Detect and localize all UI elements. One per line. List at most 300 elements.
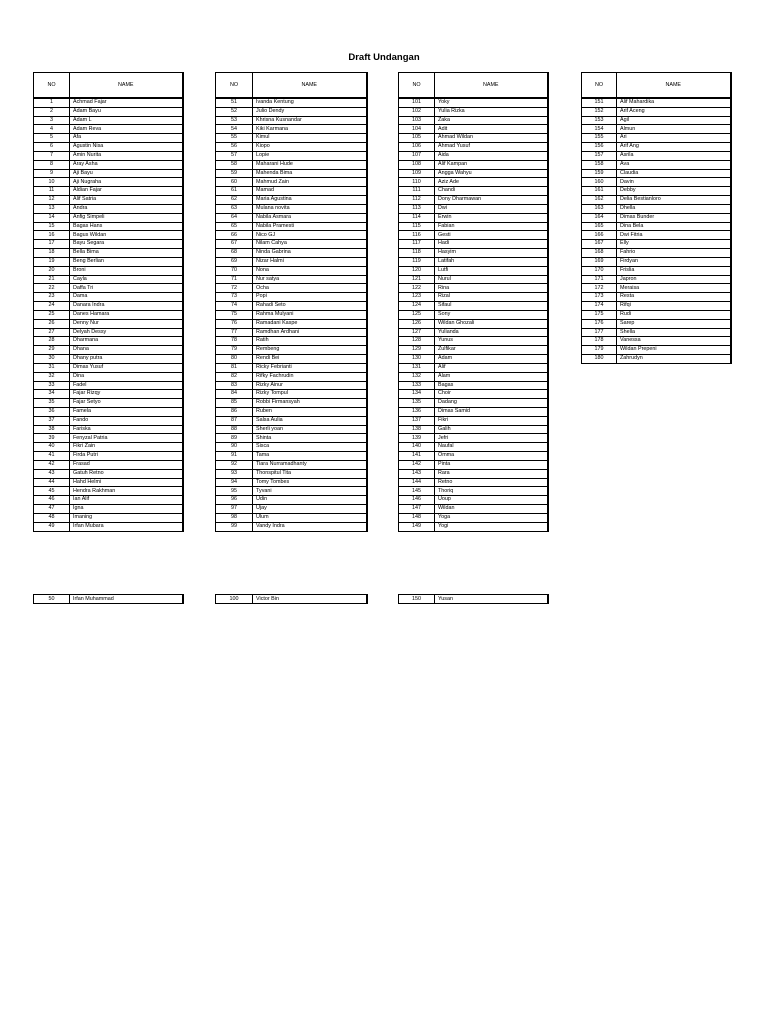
table-row — [582, 346, 731, 355]
table-row — [34, 213, 183, 222]
row-name: Tomy Tombes — [253, 478, 367, 487]
table-row — [34, 187, 183, 196]
row-name: Rembeng — [253, 346, 367, 355]
row-name: Shella — [617, 328, 731, 337]
row-number: 96 — [216, 496, 253, 505]
table-row — [34, 107, 183, 116]
row-number: 32 — [34, 372, 70, 381]
row-name: Kiopo — [253, 143, 367, 152]
row-name: Pinta — [435, 460, 548, 469]
table-row — [399, 98, 548, 107]
table-row — [399, 302, 548, 311]
row-number: 72 — [216, 284, 253, 293]
row-name: Aldian Fajar — [70, 187, 183, 196]
table-row — [34, 169, 183, 178]
column-header-name: NAME — [253, 73, 367, 99]
row-number: 171 — [582, 275, 617, 284]
table-row — [34, 460, 183, 469]
row-number: 50 — [34, 595, 70, 604]
row-number: 58 — [216, 160, 253, 169]
table-row — [399, 143, 548, 152]
table-row — [216, 222, 367, 231]
row-name: Irfan Mubara — [70, 522, 183, 531]
row-name: Galih — [435, 425, 548, 434]
table-row — [34, 240, 183, 249]
row-name: Fikri Zain — [70, 443, 183, 452]
row-number: 170 — [582, 266, 617, 275]
row-number: 177 — [582, 328, 617, 337]
row-number: 168 — [582, 249, 617, 258]
row-number: 108 — [399, 160, 435, 169]
table-row — [34, 143, 183, 152]
table-row — [34, 399, 183, 408]
table-row — [399, 443, 548, 452]
row-name: Hahd Helmi — [70, 478, 183, 487]
row-number: 169 — [582, 257, 617, 266]
row-name: Fahrio — [617, 249, 731, 258]
row-number: 3 — [34, 116, 70, 125]
row-number: 59 — [216, 169, 253, 178]
row-name: Fabian — [435, 222, 548, 231]
row-name: Zulfikar — [435, 346, 548, 355]
row-name: Daffa Tri — [70, 284, 183, 293]
row-name: Famela — [70, 407, 183, 416]
row-name: Angga Wahyu — [435, 169, 548, 178]
table-row — [216, 231, 367, 240]
row-name: Nabila Asmara — [253, 213, 367, 222]
row-number: 57 — [216, 151, 253, 160]
row-number: 21 — [34, 275, 70, 284]
table-row — [216, 160, 367, 169]
row-number: 142 — [399, 460, 435, 469]
row-number: 121 — [399, 275, 435, 284]
table-row — [34, 522, 183, 531]
row-name: Fenyzal Patria — [70, 434, 183, 443]
table-row — [399, 284, 548, 293]
row-number: 151 — [582, 98, 617, 107]
row-number: 66 — [216, 231, 253, 240]
table-row — [34, 151, 183, 160]
row-number: 165 — [582, 222, 617, 231]
table-row — [34, 513, 183, 522]
row-name: Kiki Karmana — [253, 125, 367, 134]
row-number: 1 — [34, 98, 70, 107]
row-name: Bella Bima — [70, 249, 183, 258]
row-number: 103 — [399, 116, 435, 125]
row-name: Yoky — [435, 98, 548, 107]
row-name: Ruben — [253, 407, 367, 416]
table-row — [582, 284, 731, 293]
row-name: Gesti — [435, 231, 548, 240]
row-number: 91 — [216, 452, 253, 461]
column-header-name: NAME — [617, 73, 731, 99]
row-number: 45 — [34, 487, 70, 496]
row-number: 133 — [399, 381, 435, 390]
row-number: 17 — [34, 240, 70, 249]
row-name: Rizky Ainur — [253, 381, 367, 390]
row-name: Popi — [253, 293, 367, 302]
row-name: Yunus — [435, 337, 548, 346]
guest-table-4 — [581, 72, 732, 364]
row-name: Adam — [435, 355, 548, 364]
row-name: Dwi Fitria — [617, 231, 731, 240]
table-row — [34, 390, 183, 399]
row-name: Adam L — [70, 116, 183, 125]
table-row — [399, 460, 548, 469]
table-row — [34, 487, 183, 496]
table-row — [399, 522, 548, 531]
row-number: 159 — [582, 169, 617, 178]
row-name: Choir — [435, 390, 548, 399]
table-row — [582, 319, 731, 328]
row-name: Imaning — [70, 513, 183, 522]
row-name: Ujay — [253, 505, 367, 514]
table-row — [34, 302, 183, 311]
table-row — [399, 337, 548, 346]
row-name: Adam Reva — [70, 125, 183, 134]
row-number: 81 — [216, 363, 253, 372]
row-name: Dwi — [435, 204, 548, 213]
row-number: 111 — [399, 187, 435, 196]
row-name: Dimas Samid — [435, 407, 548, 416]
row-name: Thoriq — [435, 487, 548, 496]
row-name: Dina Bela — [617, 222, 731, 231]
table-row — [216, 310, 367, 319]
table-row — [399, 319, 548, 328]
row-name: Igna — [70, 505, 183, 514]
row-name: Claudia — [617, 169, 731, 178]
row-name: Rudi — [617, 310, 731, 319]
row-name: Dony Dharmawan — [435, 196, 548, 205]
row-number: 144 — [399, 478, 435, 487]
row-number: 61 — [216, 187, 253, 196]
row-number: 130 — [399, 355, 435, 364]
table-row — [216, 143, 367, 152]
table-row — [399, 346, 548, 355]
row-number: 136 — [399, 407, 435, 416]
row-number: 95 — [216, 487, 253, 496]
table-row — [34, 478, 183, 487]
row-name: Adam Bayu — [70, 107, 183, 116]
table-row — [216, 469, 367, 478]
table-row — [34, 425, 183, 434]
table-row — [582, 134, 731, 143]
row-number: 155 — [582, 134, 617, 143]
row-name: Almun — [617, 125, 731, 134]
row-number: 65 — [216, 222, 253, 231]
row-name: Nona — [253, 266, 367, 275]
row-name: Amin Nurita — [70, 151, 183, 160]
row-number: 114 — [399, 213, 435, 222]
row-number: 53 — [216, 116, 253, 125]
table-row — [399, 178, 548, 187]
row-number: 128 — [399, 337, 435, 346]
table-row — [216, 416, 367, 425]
row-number: 29 — [34, 346, 70, 355]
row-name: Frasad — [70, 460, 183, 469]
table-row — [399, 107, 548, 116]
row-number: 102 — [399, 107, 435, 116]
row-name: Lutfi — [435, 266, 548, 275]
row-name: Vanessa — [617, 337, 731, 346]
row-number: 68 — [216, 249, 253, 258]
row-name: Bagas Hans — [70, 222, 183, 231]
column-header-no: NO — [582, 73, 617, 99]
detached-row — [33, 594, 184, 604]
table-row — [216, 372, 367, 381]
table-row — [34, 346, 183, 355]
row-number: 107 — [399, 151, 435, 160]
table-row — [399, 204, 548, 213]
table-row — [216, 460, 367, 469]
row-number: 7 — [34, 151, 70, 160]
row-name: Dina — [70, 372, 183, 381]
table-row — [399, 399, 548, 408]
row-name: Rendi Bei — [253, 355, 367, 364]
row-name: Fajar Setyo — [70, 399, 183, 408]
row-number: 78 — [216, 337, 253, 346]
guest-table-1 — [33, 72, 184, 532]
table-row — [399, 187, 548, 196]
row-number: 118 — [399, 249, 435, 258]
row-number: 119 — [399, 257, 435, 266]
table-row — [399, 249, 548, 258]
row-name: Arif Aceng — [617, 107, 731, 116]
row-number: 100 — [216, 595, 253, 604]
table-row — [216, 478, 367, 487]
row-number: 63 — [216, 204, 253, 213]
row-number: 84 — [216, 390, 253, 399]
row-number: 89 — [216, 434, 253, 443]
table-row — [216, 293, 367, 302]
table-row — [216, 204, 367, 213]
row-number: 71 — [216, 275, 253, 284]
row-name: Ramdhan Ardhani — [253, 328, 367, 337]
table-row — [216, 319, 367, 328]
table-row — [399, 257, 548, 266]
row-number: 49 — [34, 522, 70, 531]
table-row — [582, 222, 731, 231]
row-name: Udin — [253, 496, 367, 505]
row-number: 143 — [399, 469, 435, 478]
table-row — [216, 151, 367, 160]
table-row — [216, 381, 367, 390]
row-number: 85 — [216, 399, 253, 408]
row-number: 42 — [34, 460, 70, 469]
row-number: 138 — [399, 425, 435, 434]
row-number: 97 — [216, 505, 253, 514]
row-number: 156 — [582, 143, 617, 152]
table-row — [399, 390, 548, 399]
row-number: 83 — [216, 381, 253, 390]
table-row — [216, 505, 367, 514]
row-number: 62 — [216, 196, 253, 205]
row-name: Achmad Fajar — [70, 98, 183, 107]
table-row — [216, 213, 367, 222]
row-name: Wildan Ghozali — [435, 319, 548, 328]
row-number: 54 — [216, 125, 253, 134]
row-name: Latifah — [435, 257, 548, 266]
table-row — [216, 328, 367, 337]
row-name: Ricky Febrianti — [253, 363, 367, 372]
row-number: 115 — [399, 222, 435, 231]
row-name: Alif — [435, 363, 548, 372]
row-number: 167 — [582, 240, 617, 249]
table-row — [34, 231, 183, 240]
row-name: Firda Putri — [70, 452, 183, 461]
row-name: Yusan — [435, 595, 548, 604]
table-row — [34, 407, 183, 416]
detached-row — [398, 594, 549, 604]
row-name: Salsa Aulia — [253, 416, 367, 425]
row-number: 64 — [216, 213, 253, 222]
table-row — [399, 134, 548, 143]
row-number: 180 — [582, 355, 617, 364]
table-row — [399, 513, 548, 522]
row-number: 173 — [582, 293, 617, 302]
row-number: 10 — [34, 178, 70, 187]
row-number: 148 — [399, 513, 435, 522]
row-number: 113 — [399, 204, 435, 213]
table-row — [34, 125, 183, 134]
row-name: Retno — [435, 478, 548, 487]
row-name: Afa — [70, 134, 183, 143]
row-name: Dhana — [70, 346, 183, 355]
row-number: 19 — [34, 257, 70, 266]
table-row — [582, 107, 731, 116]
table-row — [34, 496, 183, 505]
row-number: 117 — [399, 240, 435, 249]
table-row — [216, 346, 367, 355]
row-name: Maharani Hude — [253, 160, 367, 169]
row-name: Meraisa — [617, 284, 731, 293]
table-row — [582, 231, 731, 240]
table-row — [34, 196, 183, 205]
table-row — [399, 240, 548, 249]
row-name: Yulianda — [435, 328, 548, 337]
table-row — [216, 513, 367, 522]
table-row — [582, 266, 731, 275]
row-name: Ari — [617, 134, 731, 143]
table-row — [34, 434, 183, 443]
row-name: Firdyan — [617, 257, 731, 266]
row-number: 110 — [399, 178, 435, 187]
table-row — [582, 151, 731, 160]
row-name: Rahma Mulyani — [253, 310, 367, 319]
column-header-no: NO — [34, 73, 70, 99]
table-row — [216, 452, 367, 461]
row-number: 145 — [399, 487, 435, 496]
row-name: Wildan Prepeni — [617, 346, 731, 355]
row-number: 160 — [582, 178, 617, 187]
table-row — [582, 169, 731, 178]
row-name: Ivanda Kentung — [253, 98, 367, 107]
row-name: Fando — [70, 416, 183, 425]
column-header-no: NO — [216, 73, 253, 99]
row-name: Ninda Gabrina — [253, 249, 367, 258]
table-row — [582, 293, 731, 302]
table-row — [34, 178, 183, 187]
row-number: 157 — [582, 151, 617, 160]
row-number: 93 — [216, 469, 253, 478]
row-name: Bayu Segara — [70, 240, 183, 249]
table-row — [216, 496, 367, 505]
row-name: Jefri — [435, 434, 548, 443]
table-row — [34, 134, 183, 143]
row-name: Ian Alif — [70, 496, 183, 505]
row-name: Aji Bayu — [70, 169, 183, 178]
table-row — [216, 275, 367, 284]
table-row — [34, 310, 183, 319]
row-name: Mahenda Bima — [253, 169, 367, 178]
row-name: Fariska — [70, 425, 183, 434]
row-name: Naufal — [435, 443, 548, 452]
table-row — [34, 284, 183, 293]
row-name: Ava — [617, 160, 731, 169]
table-row — [399, 496, 548, 505]
row-name: Aida — [435, 151, 548, 160]
row-name: Tyvani — [253, 487, 367, 496]
row-number: 105 — [399, 134, 435, 143]
table-row — [582, 98, 731, 107]
table-row — [399, 469, 548, 478]
row-name: Ratih — [253, 337, 367, 346]
row-number: 52 — [216, 107, 253, 116]
row-number: 60 — [216, 178, 253, 187]
table-row — [34, 328, 183, 337]
row-number: 99 — [216, 522, 253, 531]
row-number: 112 — [399, 196, 435, 205]
table-row — [216, 169, 367, 178]
table-row — [34, 363, 183, 372]
row-number: 109 — [399, 169, 435, 178]
row-name: Bagas — [435, 381, 548, 390]
table-row — [399, 275, 548, 284]
row-name: Gatuh Retno — [70, 469, 183, 478]
row-name: Maria Agustina — [253, 196, 367, 205]
row-name: Dimas Yusuf — [70, 363, 183, 372]
row-number: 24 — [34, 302, 70, 311]
table-row — [399, 478, 548, 487]
row-number: 150 — [399, 595, 435, 604]
row-name: Rahadi Seto — [253, 302, 367, 311]
row-number: 43 — [34, 469, 70, 478]
table-row — [582, 275, 731, 284]
row-number: 120 — [399, 266, 435, 275]
row-name: Hadi — [435, 240, 548, 249]
row-name: Nur satya — [253, 275, 367, 284]
row-name: Omma — [435, 452, 548, 461]
table-row — [34, 160, 183, 169]
row-name: Tama — [253, 452, 367, 461]
row-number: 12 — [34, 196, 70, 205]
row-number: 55 — [216, 134, 253, 143]
row-number: 38 — [34, 425, 70, 434]
row-name: Resta — [617, 293, 731, 302]
row-name: Ocha — [253, 284, 367, 293]
row-number: 67 — [216, 240, 253, 249]
row-number: 92 — [216, 460, 253, 469]
table-row — [34, 452, 183, 461]
row-name: Danes Hamara — [70, 310, 183, 319]
row-number: 76 — [216, 319, 253, 328]
row-name: Agustin Nisa — [70, 143, 183, 152]
row-name: Julio Dendy — [253, 107, 367, 116]
table-row — [399, 505, 548, 514]
row-number: 4 — [34, 125, 70, 134]
row-number: 125 — [399, 310, 435, 319]
row-name: Ahmad Wildan — [435, 134, 548, 143]
